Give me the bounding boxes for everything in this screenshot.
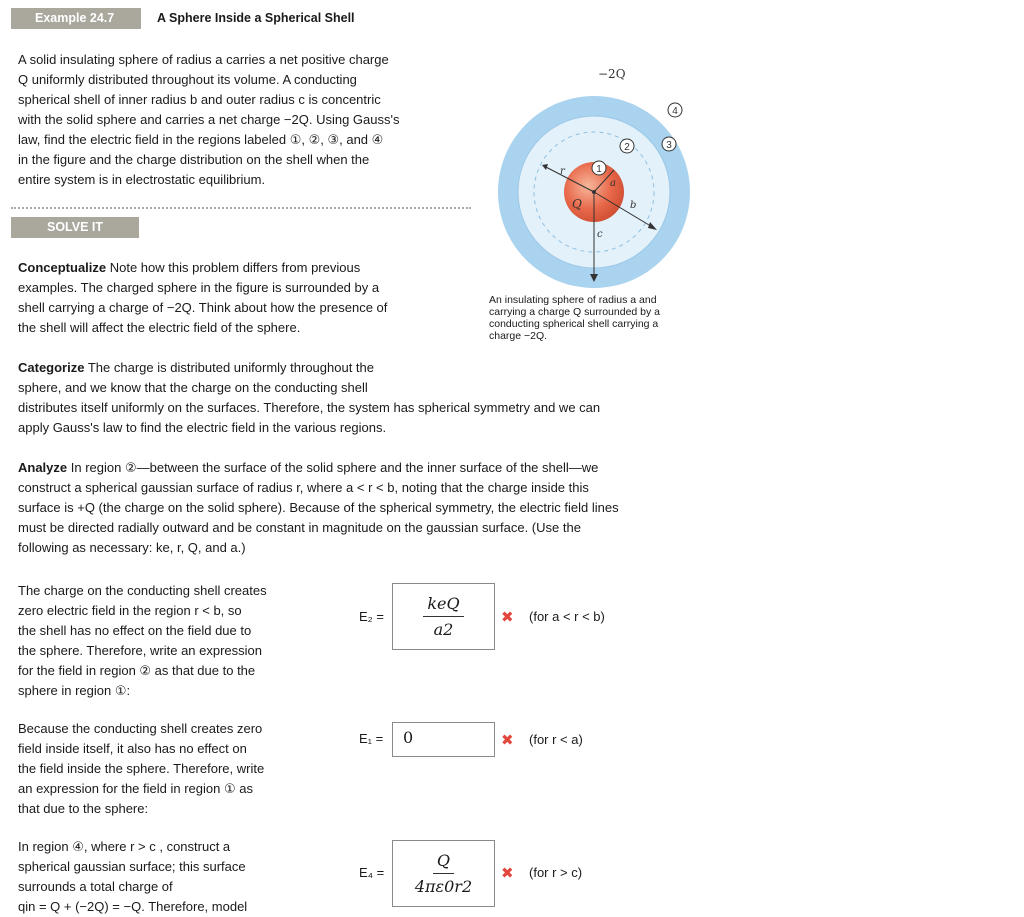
incorrect-icon: ✖ <box>501 865 514 882</box>
region-label-1 <box>592 161 606 175</box>
caption-line: carrying a charge Q surrounded by a <box>489 306 661 318</box>
region-label-2 <box>620 139 634 153</box>
svg-text:1: 1 <box>596 164 602 175</box>
svg-text:3: 3 <box>666 140 672 151</box>
e4-condition: (for r > c) <box>529 865 583 880</box>
shell-charge-label: −2Q <box>598 67 626 81</box>
c-label: c <box>597 229 603 240</box>
sphere-shell-figure <box>490 62 710 288</box>
problem-line: Q uniformly distributed throughout its volume. A conducting <box>18 72 357 87</box>
region-label-3 <box>662 137 676 151</box>
e4-fraction <box>411 851 476 896</box>
e2-label: E₂ = <box>359 609 384 624</box>
step-e4-text: In region ④, where r > c , construct a spherical gaussian surface; this surface surrounds a total charge of qin = Q + (−2Q) = −Q. Therefore, model <box>18 839 248 914</box>
e2-numerator: keQ <box>423 594 463 617</box>
r-label: r <box>560 166 565 177</box>
solve-it-label: SOLVE IT <box>46 220 104 234</box>
conceptualize-heading: Conceptualize <box>18 260 107 275</box>
problem-line: in the figure and the charge distribution on the shell when the <box>18 152 370 167</box>
a-label: a <box>610 178 616 189</box>
e1-answer-input[interactable] <box>392 722 495 757</box>
caption-line: An insulating sphere of radius a and <box>489 294 657 306</box>
incorrect-icon: ✖ <box>501 609 514 626</box>
categorize-heading: Categorize <box>18 360 85 375</box>
problem-line: entire system is in electrostatic equilibrium. <box>18 172 266 187</box>
step-e2-text: The charge on the conducting shell creates zero electric field in the region r < b, so the shell has no effect on the field due to the sphere. Therefore, write an expression for the field in region ② as that due to the sphere in region ①: <box>18 583 267 698</box>
solve-it-badge <box>11 217 139 238</box>
dotted-divider <box>11 207 471 209</box>
e2-answer-input[interactable] <box>392 583 495 650</box>
analyze-heading: Analyze <box>18 460 68 475</box>
problem-line: spherical shell of inner radius b and outer radius c is concentric <box>18 92 381 107</box>
e4-answer-input[interactable] <box>392 840 495 907</box>
incorrect-icon: ✖ <box>501 732 514 749</box>
example-label: Example 24.7 <box>35 11 115 25</box>
e1-label: E₁ = <box>359 731 384 746</box>
conceptualize-section: Conceptualize Note how this problem differs from previous examples. The charged sphere in the figure is surrounded by a shell carrying a charge of −2Q. Think about how the presence of the shell will affect the electric field of the sphere. <box>18 260 388 335</box>
e2-condition: (for a < r < b) <box>529 609 605 624</box>
caption-line: charge −2Q. <box>489 330 548 342</box>
categorize-section: Categorize The charge is distributed uniformly throughout the sphere, and we know that the charge on the conducting shell distributes itself uniformly on the surfaces. Therefore, the system has spherical symmetry and we can apply Gauss's law to find the electric field in the various regions. <box>18 360 601 435</box>
analyze-section: Analyze In region ②—between the surface of the solid sphere and the inner surface of the shell—we construct a spherical gaussian surface of radius r, where a < r < b, noting that the charge inside this surface is +Q (the charge on the solid sphere). Because of the spherical symmetry, the electric field lines must be directed radially outward and be constant in magnitude on the gaussian surface. (Use the following as necessary: ke, r, Q, and a.) <box>18 460 619 555</box>
figure-caption <box>489 294 699 342</box>
example-badge <box>11 8 141 29</box>
svg-text:2: 2 <box>624 142 630 153</box>
b-label: b <box>630 200 637 211</box>
sphere-charge-label: Q <box>572 197 582 211</box>
e2-fraction <box>423 594 463 639</box>
region-label-4 <box>668 103 682 117</box>
caption-line: conducting spherical shell carrying a <box>489 318 659 330</box>
e1-answer-value: 0 <box>403 728 414 747</box>
e2-denominator: a2 <box>433 620 454 639</box>
e1-condition: (for r < a) <box>529 732 583 747</box>
example-title: A Sphere Inside a Spherical Shell <box>157 11 355 25</box>
step-e1-text: Because the conducting shell creates zero field inside itself, it also has no effect on the field inside the sphere. Therefore, write an expression for the field in region ① as that due to the sphere: <box>18 721 265 816</box>
problem-line: law, find the electric field in the regions labeled ①, ②, ③, and ④ <box>18 132 384 147</box>
e4-denominator: 4πε0r2 <box>414 877 473 896</box>
e4-label: E₄ = <box>359 865 385 880</box>
problem-line: with the solid sphere and carries a net charge −2Q. Using Gauss's <box>18 112 400 127</box>
problem-statement <box>18 50 478 190</box>
problem-line: A solid insulating sphere of radius a carries a net positive charge <box>18 52 389 67</box>
e4-numerator: Q <box>433 851 454 874</box>
svg-text:4: 4 <box>672 106 678 117</box>
